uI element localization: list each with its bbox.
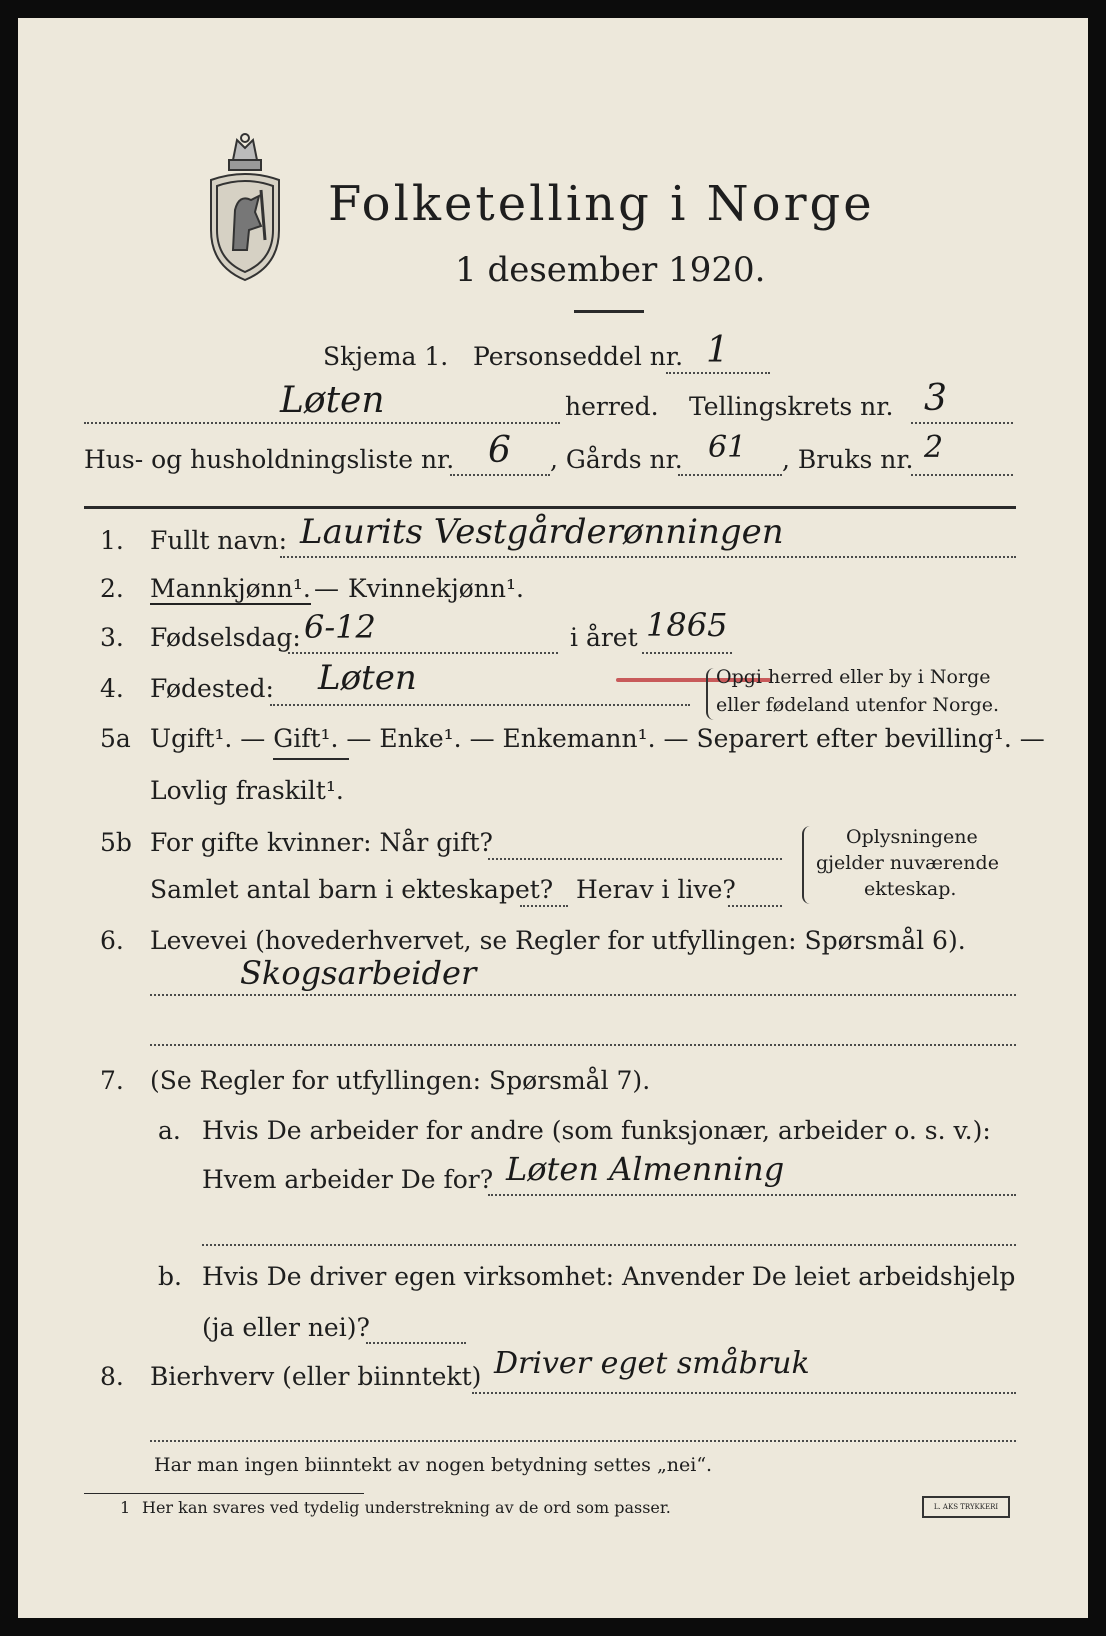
biinntekt-note: Har man ingen biinntekt av nogen betydning settes „nei“. (154, 1454, 713, 1476)
q3-year-value: 1865 (646, 606, 728, 644)
q5b-married-field[interactable] (488, 858, 782, 860)
q7a-field[interactable] (488, 1194, 1016, 1196)
footnote-text: Her kan svares ved tydelig understrekning av de ord som passer. (142, 1498, 671, 1517)
q4-note-line1: Opgi herred eller by i Norge (716, 666, 991, 688)
gards-value: 61 (708, 430, 747, 465)
personseddel-label: Personseddel nr. (473, 342, 684, 371)
q5b-line2a: Samlet antal barn i ekteskapet? (150, 875, 554, 904)
personseddel-value: 1 (706, 330, 729, 371)
q8-value: Driver eget småbruk (494, 1346, 810, 1381)
q5a-options[interactable]: Ugift¹. — Gift¹. — Enke¹. — Enkemann¹. — Separert efter bevilling¹. — (150, 724, 1045, 753)
q5b-note-brace (802, 826, 812, 904)
q8-number: 8. (100, 1362, 124, 1391)
q6-label: Levevei (hovederhvervet, se Regler for utfyllingen: Spørsmål 6). (150, 926, 966, 955)
q5b-number: 5b (100, 828, 132, 857)
herred-field[interactable] (84, 422, 560, 424)
q4-label: Fødested: (150, 674, 274, 703)
q7a-value: Løten Almenning (506, 1150, 785, 1188)
q7a-line2: Hvem arbeider De for? (202, 1165, 494, 1194)
q8-field[interactable] (472, 1392, 1016, 1394)
q3-number: 3. (100, 623, 124, 652)
gards-label: , Gårds nr. (550, 445, 683, 474)
q6-field-line1[interactable] (150, 994, 1016, 996)
q7b-field[interactable] (366, 1342, 466, 1344)
q1-value: Laurits Vestgårderønningen (300, 512, 784, 552)
q4-value: Løten (318, 658, 417, 698)
printer-stamp-text: L. AKS TRYKKERI (933, 1503, 999, 1511)
q1-field[interactable] (280, 556, 1016, 558)
q2-number: 2. (100, 574, 124, 603)
skjema-label: Skjema 1. (323, 342, 449, 371)
q5b-note-line2: gjelder nuværende (816, 852, 999, 874)
q6-number: 6. (100, 926, 124, 955)
q5b-note-line1: Oplysningene (846, 826, 978, 848)
q5a-number: 5a (100, 724, 131, 753)
husliste-label: Hus- og husholdningsliste nr. (84, 445, 455, 474)
herred-value: Løten (280, 380, 385, 421)
printer-stamp (922, 1496, 1010, 1518)
q1-label: Fullt navn: (150, 526, 288, 555)
q8-field-line2[interactable] (150, 1440, 1016, 1442)
q7a-field-line2[interactable] (202, 1244, 1016, 1246)
q3-year-label: i året (570, 623, 638, 652)
footnote-divider (84, 1493, 364, 1494)
footnote-mark: 1 (120, 1498, 131, 1517)
q3-year-field[interactable] (642, 652, 732, 654)
q2-female-option[interactable]: Kvinnekjønn¹. (348, 574, 524, 603)
husliste-field[interactable] (450, 474, 550, 476)
q5b-children-field[interactable] (520, 905, 568, 907)
q4-note-brace (706, 668, 714, 720)
bruks-value: 2 (924, 430, 944, 465)
section-divider (84, 506, 1016, 509)
form-date: 1 desember 1920. (455, 250, 766, 290)
bruks-field[interactable] (911, 474, 1013, 476)
census-form (18, 18, 1088, 1618)
tellingskrets-value: 3 (924, 378, 947, 419)
q4-number: 4. (100, 674, 124, 703)
q5a-options-line2[interactable]: Lovlig fraskilt¹. (150, 776, 344, 805)
q7b-letter: b. (158, 1262, 182, 1291)
q3-label: Fødselsdag: (150, 623, 301, 652)
q5a-gift-underline (273, 758, 349, 760)
husliste-value: 6 (488, 430, 511, 471)
q5b-line2b: Herav i live? (576, 875, 736, 904)
herred-label: herred. (565, 392, 659, 421)
q7a-line1: Hvis De arbeider for andre (som funksjonær, arbeider o. s. v.): (202, 1116, 991, 1145)
title-divider (574, 310, 644, 313)
q2-separator: — (314, 574, 339, 603)
q7-label: (Se Regler for utfyllingen: Spørsmål 7). (150, 1066, 651, 1095)
personseddel-field[interactable] (666, 372, 770, 374)
q6-value: Skogsarbeider (240, 954, 477, 992)
q2-male-option[interactable]: Mannkjønn¹. (150, 574, 311, 603)
form-title: Folketelling i Norge (328, 176, 875, 232)
q3-field[interactable] (288, 652, 558, 654)
q1-number: 1. (100, 526, 124, 555)
tellingskrets-field[interactable] (911, 422, 1013, 424)
q3-value: 6-12 (304, 608, 376, 646)
q5b-line1: For gifte kvinner: Når gift? (150, 828, 493, 857)
coat-of-arms-icon (203, 130, 287, 286)
q8-label: Bierhverv (eller biinntekt) (150, 1362, 482, 1391)
q7a-letter: a. (158, 1116, 181, 1145)
gards-field[interactable] (678, 474, 782, 476)
q4-note-line2: eller fødeland utenfor Norge. (716, 694, 1000, 716)
q4-field[interactable] (270, 704, 690, 706)
q7b-line2: (ja eller nei)? (202, 1313, 370, 1342)
q7-number: 7. (100, 1066, 124, 1095)
q5b-alive-field[interactable] (728, 905, 782, 907)
bruks-label: , Bruks nr. (782, 445, 914, 474)
q5b-note-line3: ekteskap. (864, 878, 957, 900)
q6-field-line2[interactable] (150, 1044, 1016, 1046)
tellingskrets-label: Tellingskrets nr. (689, 392, 894, 421)
q7b-line1: Hvis De driver egen virksomhet: Anvender De leiet arbeidshjelp (202, 1262, 1016, 1291)
